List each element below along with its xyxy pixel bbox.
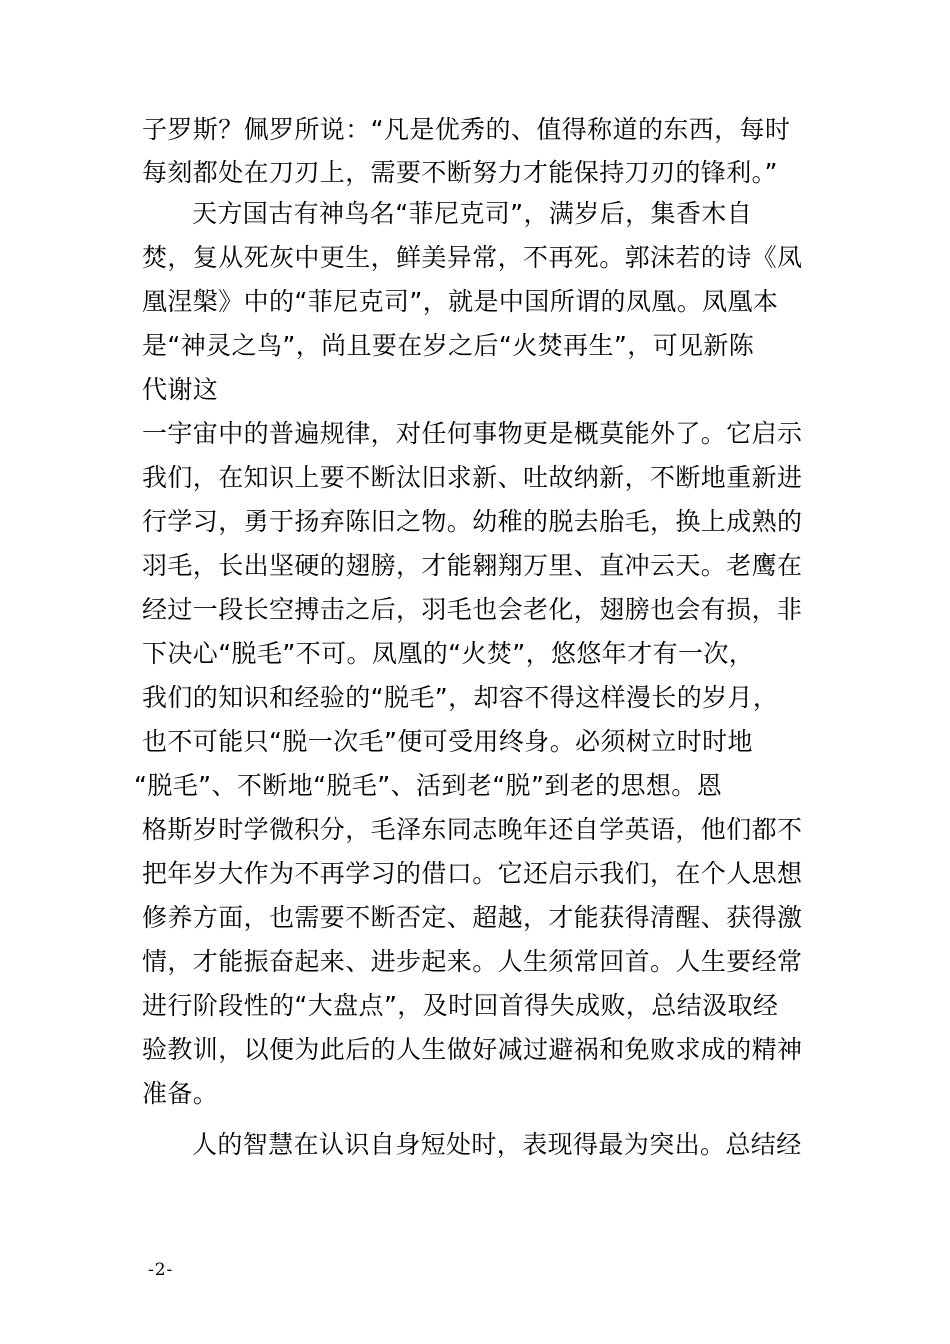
- text-line-1: 子罗斯？佩罗所说：“凡是优秀的、值得称道的东西，每时: [142, 115, 791, 144]
- text-line-23: 准备。: [142, 1079, 219, 1108]
- text-line-16: “脱毛”、不断地“脱毛”、活到老“脱”到老的思想。恩: [134, 771, 723, 800]
- text-line-21: 进行阶段性的“大盘点”，及时回首得失成败，总结汲取经: [142, 991, 779, 1020]
- text-line-13: 下决心“脱毛”不可。凤凰的“火焚”，悠悠年才有一次，: [142, 639, 755, 668]
- text-line-2: 每刻都处在刀刃上，需要不断努力才能保持刀刃的锋利。”: [142, 158, 778, 187]
- text-line-19: 修养方面，也需要不断否定、超越，才能获得清醒、获得激: [142, 903, 803, 932]
- text-line-8: 一宇宙中的普遍规律，对任何事物更是概莫能外了。它启示: [142, 419, 803, 448]
- text-line-18: 把年岁大作为不再学习的借口。它还启示我们，在个人思想: [142, 859, 803, 888]
- text-line-22: 验教训，以便为此后的人生做好减过避祸和免败求成的精神: [142, 1035, 803, 1064]
- text-line-20: 情，才能振奋起来、进步起来。人生须常回首。人生要经常: [142, 947, 803, 976]
- text-line-12: 经过一段长空搏击之后，羽毛也会老化，翅膀也会有损，非: [142, 595, 803, 624]
- text-line-14: 我们的知识和经验的“脱毛”，却容不得这样漫长的岁月，: [142, 683, 779, 712]
- text-line-5: 凰涅槃》中的“菲尼克司”，就是中国所谓的凤凰。凤凰本: [142, 287, 779, 316]
- text-line-7: 代谢这: [142, 375, 219, 404]
- page-number: -2-: [148, 1260, 174, 1280]
- text-line-6: 是“神灵之鸟”，尚且要在岁之后“火焚再生”，可见新陈: [142, 331, 755, 360]
- text-line-17: 格斯岁时学微积分，毛泽东同志晚年还自学英语，他们都不: [142, 815, 803, 844]
- text-line-4: 焚，复从死灰中更生，鲜美异常，不再死。郭沫若的诗《凤: [142, 243, 803, 272]
- paragraph-start-line: 天方国古有神鸟名“菲尼克司”，满岁后，集香木自: [192, 199, 753, 228]
- paragraph-start-line: 人的智慧在认识自身短处时，表现得最为突出。总结经: [192, 1130, 802, 1159]
- text-line-11: 羽毛，长出坚硬的翅膀，才能翱翔万里、直冲云天。老鹰在: [142, 551, 803, 580]
- text-line-9: 我们，在知识上要不断汰旧求新、吐故纳新，不断地重新进: [142, 463, 803, 492]
- text-line-10: 行学习，勇于扬弃陈旧之物。幼稚的脱去胎毛，换上成熟的: [142, 507, 803, 536]
- text-line-15: 也不可能只“脱一次毛”便可受用终身。必须树立时时地: [142, 727, 753, 756]
